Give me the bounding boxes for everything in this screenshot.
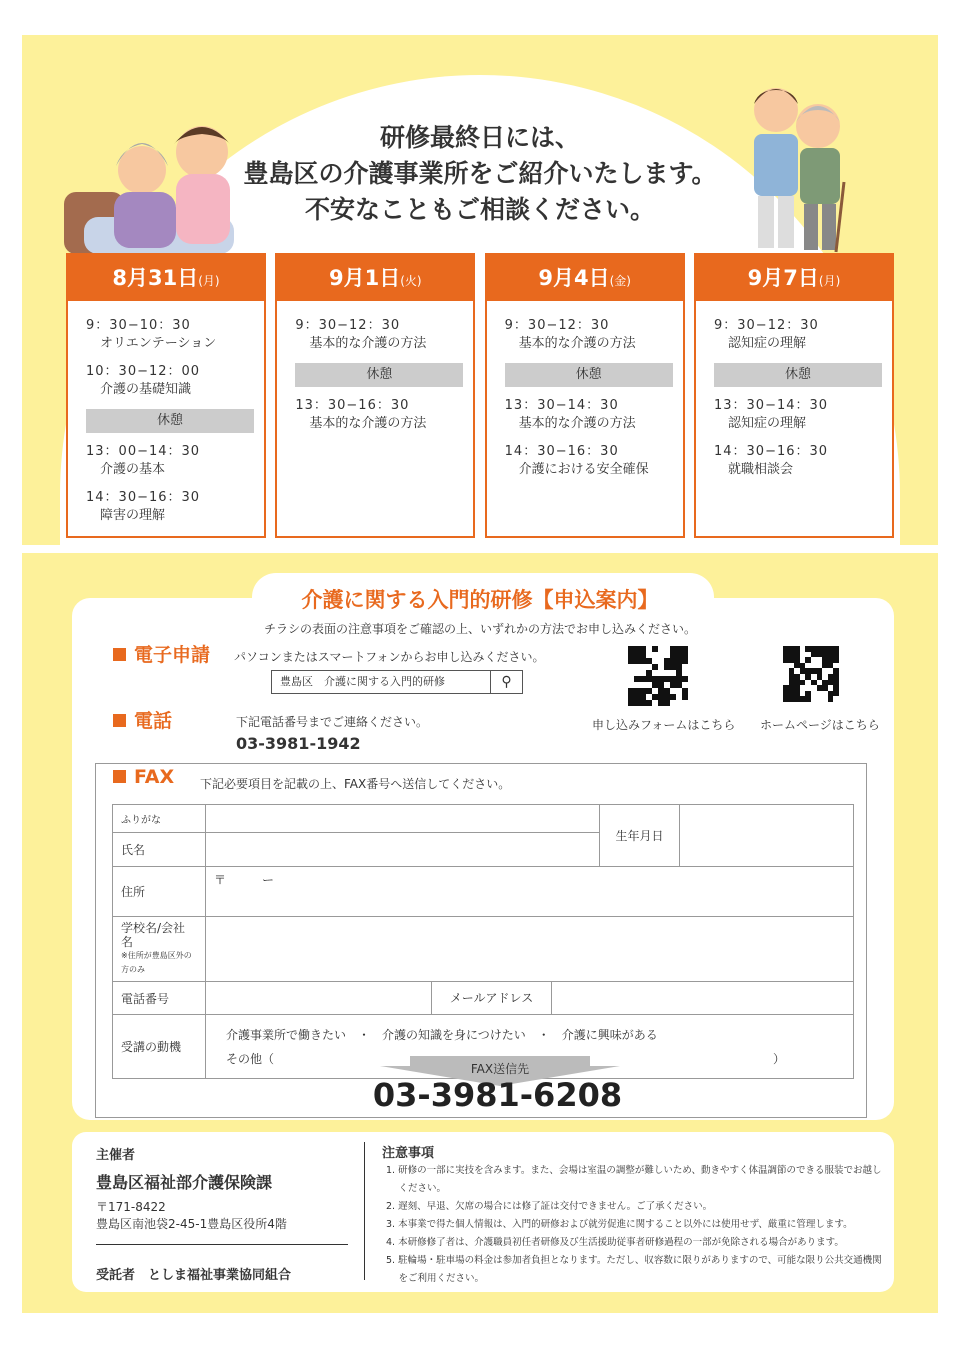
session-name: 認知症の理解 xyxy=(727,416,806,431)
host-name: 豊島区福祉部介護保険課 xyxy=(96,1173,273,1192)
day-weekday: (火) xyxy=(400,274,422,288)
footer-vertical-divider xyxy=(364,1142,365,1280)
session-time: 13：30−16：30 xyxy=(295,398,410,413)
fax-heading: FAX xyxy=(113,766,174,788)
name-label: 氏名 xyxy=(113,833,206,867)
session xyxy=(505,317,673,353)
day-date: 8月31日 xyxy=(112,266,199,290)
mail-field[interactable] xyxy=(552,982,853,1014)
consignee: 受託者 としま福祉事業協同組合 xyxy=(96,1268,292,1283)
session xyxy=(295,317,463,353)
headline-line-2: 豊島区の介護事業所をご紹介いたします。 xyxy=(243,159,717,188)
online-text: パソコンまたはスマートフォンからお申し込みください。 xyxy=(234,650,545,664)
day-header xyxy=(487,255,683,301)
day-weekday: (月) xyxy=(198,274,220,288)
day-date: 9月4日 xyxy=(538,266,610,290)
footer-divider xyxy=(96,1244,348,1245)
furigana-label: ふりがな xyxy=(113,805,206,833)
school-label xyxy=(113,917,206,982)
day-date: 9月7日 xyxy=(747,266,819,290)
caregiver-elder-man-illustration xyxy=(740,82,860,257)
session xyxy=(86,363,254,399)
fax-number[interactable]: 03-3981-6208 xyxy=(372,1076,623,1114)
qr-code-homepage[interactable] xyxy=(783,646,839,702)
tel-label: 電話番号 xyxy=(113,982,206,1015)
day-weekday: (金) xyxy=(609,274,631,288)
day-sessions xyxy=(696,301,892,479)
session xyxy=(714,317,882,353)
session-name: 基本的な介護の方法 xyxy=(309,336,427,351)
fax-form xyxy=(112,804,854,1079)
session xyxy=(714,443,882,479)
session-time: 13：30−14：30 xyxy=(713,398,829,413)
day-card xyxy=(275,253,475,538)
session-time: 14：30−16：30 xyxy=(713,444,829,459)
note-item: 1. 研修の一部に実技を含みます。また、会場は室温の調整が難しいため、動きやすく体温調節のできる服装でお越し xyxy=(386,1165,882,1176)
session-time: 9：30−10：30 xyxy=(86,318,191,333)
day-header xyxy=(277,255,473,301)
school-field[interactable] xyxy=(206,917,854,982)
session-name: 介護の基本 xyxy=(100,462,166,477)
day-header xyxy=(68,255,264,301)
phone-number[interactable]: 03-3981-1942 xyxy=(236,734,361,753)
note-item: 4. 本研修修了者は、介護職員初任者研修及び生活援助従事者研修過程の一部が免除される場合があります。 xyxy=(386,1237,844,1248)
session-name: 障害の理解 xyxy=(100,508,166,523)
day-sessions xyxy=(68,301,264,525)
name-field[interactable] xyxy=(206,833,600,867)
address-label: 住所 xyxy=(113,867,206,917)
day-card xyxy=(485,253,685,538)
phone-heading: 電話 xyxy=(113,706,172,733)
note-item: 5. 駐輪場・駐車場の料金は参加者負担となります。ただし、収容数に限りがありますので、可能な限り公共交通機関 xyxy=(386,1255,882,1266)
session-name: 基本的な介護の方法 xyxy=(309,416,427,431)
break-label: 休憩 xyxy=(295,363,463,387)
motive-label: 受講の動機 xyxy=(113,1015,206,1079)
break-label: 休憩 xyxy=(86,409,254,433)
qr-homepage-caption: ホームページはこちら xyxy=(760,718,880,732)
fax-text: 下記必要項目を記載の上、FAX番号へ送信してください。 xyxy=(200,777,511,791)
session xyxy=(714,397,882,433)
caregiver-elder-illustration xyxy=(64,112,244,254)
session-time: 13：00−14：30 xyxy=(86,444,201,459)
phone-text: 下記電話番号までご連絡ください。 xyxy=(236,715,429,729)
search-box[interactable] xyxy=(271,670,523,694)
school-label-text: 学校名/会社名 xyxy=(121,921,186,949)
tel-mail-row xyxy=(206,982,854,1015)
session-name: 介護における安全確保 xyxy=(518,462,649,477)
note-item: をご利用ください。 xyxy=(386,1273,485,1284)
notes-title: 注意事項 xyxy=(382,1146,435,1161)
host-address: 豊島区南池袋2-45-1豊島区役所4階 xyxy=(96,1217,287,1231)
day-sessions xyxy=(277,301,473,433)
search-icon[interactable]: ⚲ xyxy=(490,671,522,693)
day-weekday: (月) xyxy=(818,274,841,288)
session-name: 認知症の理解 xyxy=(727,336,806,351)
note-item: 3. 本事業で得た個人情報は、入門的研修および就労促進に関すること以外には使用せず、厳重に管理します。 xyxy=(386,1219,853,1230)
postal-mark: 〒 ー xyxy=(214,873,275,887)
session-name: 介護の基礎知識 xyxy=(100,382,192,397)
application-title: 介護に関する入門的研修【申込案内】 xyxy=(301,588,659,612)
session-time: 14：30−16：30 xyxy=(504,444,619,459)
schedule xyxy=(66,253,894,538)
day-header xyxy=(696,255,892,301)
host-postal: 〒171-8422 xyxy=(96,1200,166,1214)
session-name: 基本的な介護の方法 xyxy=(518,336,636,351)
session-time: 9：30−12：30 xyxy=(713,318,819,333)
mail-label: メールアドレス xyxy=(432,982,552,1014)
headline-line-1: 研修最終日には、 xyxy=(379,123,580,152)
session xyxy=(86,443,254,479)
day-card xyxy=(66,253,266,538)
note-item: ください。 xyxy=(386,1183,447,1194)
tel-field[interactable] xyxy=(206,982,432,1014)
headline-line-3: 不安なこともご相談ください。 xyxy=(304,195,655,224)
qr-code-form[interactable] xyxy=(628,646,688,706)
day-card xyxy=(694,253,894,538)
notes-list xyxy=(386,1162,886,1288)
session-time: 9：30−12：30 xyxy=(295,318,401,333)
session-time: 14：30−16：30 xyxy=(86,490,201,505)
session xyxy=(86,317,254,353)
session-time: 10：30−12：00 xyxy=(86,364,201,379)
furigana-field[interactable] xyxy=(206,805,600,833)
online-heading: 電子申請 xyxy=(113,640,210,667)
day-sessions xyxy=(487,301,683,479)
session xyxy=(295,397,463,433)
application-intro: チラシの表面の注意事項をご確認の上、いずれかの方法でお申し込みください。 xyxy=(263,622,696,636)
session-name: オリエンテーション xyxy=(100,336,217,351)
break-label: 休憩 xyxy=(505,363,673,387)
session xyxy=(86,489,254,525)
session-name: 基本的な介護の方法 xyxy=(518,416,636,431)
session xyxy=(505,397,673,433)
motive-other[interactable]: その他（ xyxy=(226,1051,275,1066)
session-time: 13：30−14：30 xyxy=(504,398,619,413)
break-label: 休憩 xyxy=(714,363,882,387)
address-field[interactable] xyxy=(206,867,854,917)
search-text: 豊島区 介護に関する入門的研修 xyxy=(280,675,445,688)
day-date: 9月1日 xyxy=(329,266,401,290)
host-label: 主催者 xyxy=(96,1148,136,1163)
fax-label: FAX送信先 xyxy=(470,1062,530,1076)
note-item: 2. 遅刻、早退、欠席の場合には修了証は交付できません。ご了承ください。 xyxy=(386,1201,713,1212)
motive-other-close: ） xyxy=(772,1051,785,1066)
session xyxy=(505,443,673,479)
session-name: 就職相談会 xyxy=(727,462,793,477)
birth-field[interactable] xyxy=(680,805,854,867)
session-time: 9：30−12：30 xyxy=(504,318,610,333)
school-note: ※住所が豊島区外の方のみ xyxy=(121,951,192,974)
qr-form-caption: 申し込みフォームはこちら xyxy=(592,718,736,732)
birth-label: 生年月日 xyxy=(600,805,680,867)
motive-options[interactable]: 介護事業所で働きたい ・ 介護の知識を身につけたい ・ 介護に興味がある xyxy=(226,1027,658,1042)
